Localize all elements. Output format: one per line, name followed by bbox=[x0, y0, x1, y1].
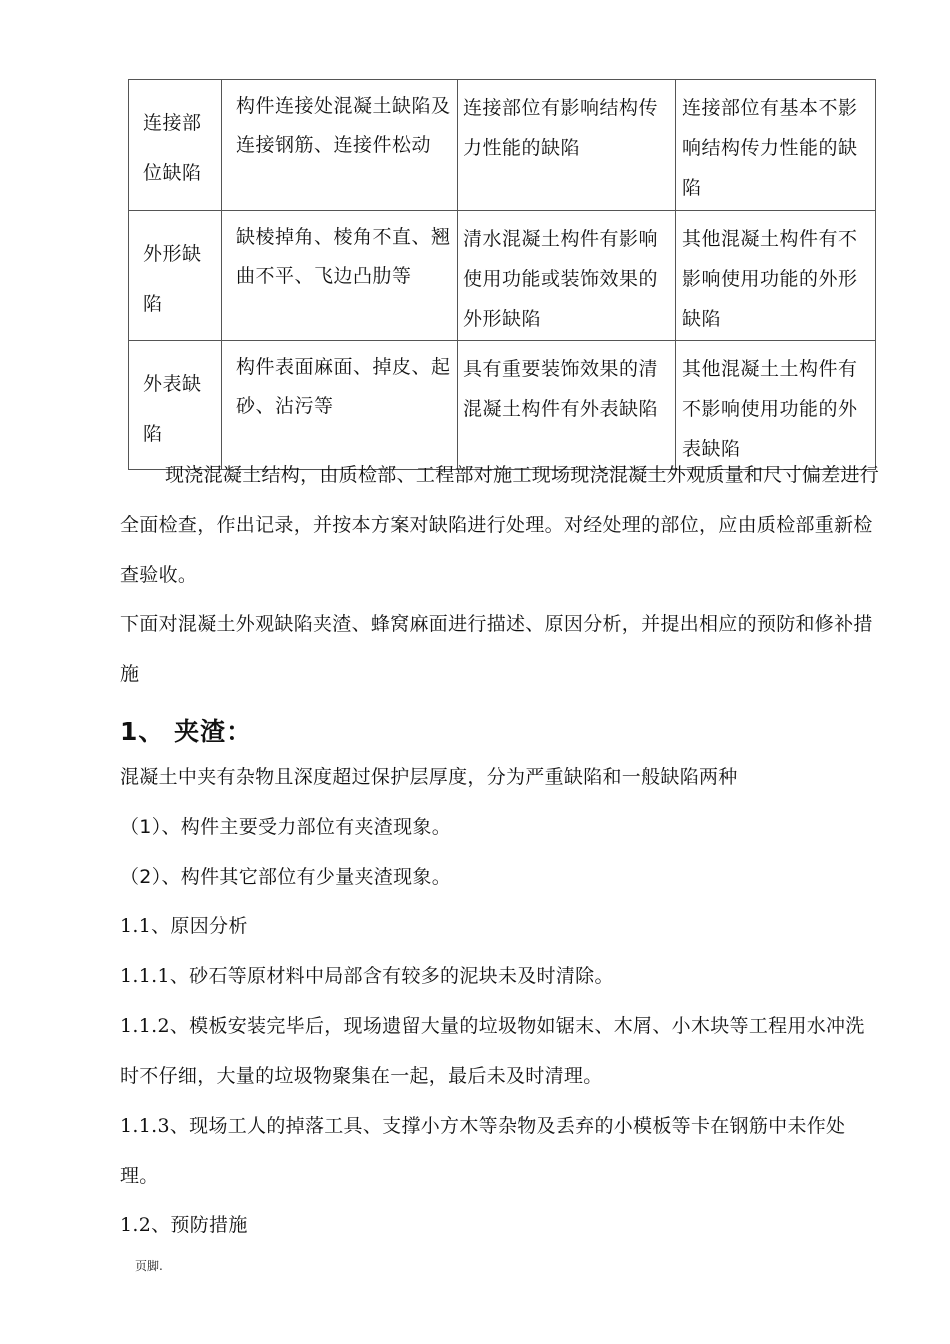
defect-name-cell: 外表缺陷 bbox=[129, 341, 222, 470]
defect-table bbox=[128, 79, 876, 470]
subsection-cause-1: 1.1.1、砂石等原材料中局部含有较多的泥块未及时清除。 bbox=[120, 965, 614, 987]
serious-defect-cell: 清水混凝土构件有影响使用功能或装饰效果的外形缺陷 bbox=[458, 211, 676, 341]
defect-description-cell: 构件表面麻面、掉皮、起砂、沾污等 bbox=[222, 341, 458, 470]
serious-defect-cell: 连接部位有影响结构传力性能的缺陷 bbox=[458, 80, 676, 211]
table-row bbox=[129, 80, 876, 211]
list-item-general: （2）、构件其它部位有少量夹渣现象。 bbox=[120, 866, 451, 888]
subsection-cause-2: 1.1.2、模板安装完毕后，现场遗留大量的垃圾物如锯末、木屑、小木块等工程用水冲洗时不仔细，大量的垃圾物聚集在一起，最后未及时清理。 bbox=[120, 1015, 865, 1087]
paragraph-inspection: 现浇混凝土结构，由质检部、工程部对施工现场现浇混凝土外观质量和尺寸偏差进行全面检查，作出记录，并按本方案对缺陷进行处理。对经处理的部位，应由质检部重新检查验收。 bbox=[120, 464, 880, 586]
defect-name-cell: 外形缺陷 bbox=[129, 211, 222, 341]
defect-description-cell: 构件连接处混凝土缺陷及连接钢筋、连接件松动 bbox=[222, 80, 458, 211]
list-item-serious: （1）、构件主要受力部位有夹渣现象。 bbox=[120, 816, 451, 838]
defect-name-cell: 连接部位缺陷 bbox=[129, 80, 222, 211]
section-heading-slag: 1、 夹渣： bbox=[120, 717, 253, 746]
subsection-prevention: 1.2、预防措施 bbox=[120, 1214, 248, 1236]
paragraph-intro: 下面对混凝土外观缺陷夹渣、蜂窝麻面进行描述、原因分析，并提出相应的预防和修补措施 bbox=[120, 613, 873, 685]
subsection-cause-3: 1.1.3、现场工人的掉落工具、支撑小方木等杂物及丢弃的小模板等卡在钢筋中未作处理。 bbox=[120, 1115, 846, 1187]
general-defect-cell: 其他混凝土构件有不影响使用功能的外形缺陷 bbox=[676, 211, 876, 341]
serious-defect-cell: 具有重要装饰效果的清混凝土构件有外表缺陷 bbox=[458, 341, 676, 470]
subsection-cause-analysis: 1.1、原因分析 bbox=[120, 915, 248, 937]
general-defect-cell: 连接部位有基本不影响结构传力性能的缺陷 bbox=[676, 80, 876, 211]
general-defect-cell: 其他混凝土土构件有不影响使用功能的外表缺陷 bbox=[676, 341, 876, 470]
table-row bbox=[129, 211, 876, 341]
page-footer: 页脚. bbox=[135, 1259, 163, 1273]
defect-description-cell: 缺棱掉角、棱角不直、翘曲不平、飞边凸肋等 bbox=[222, 211, 458, 341]
paragraph-slag-definition: 混凝土中夹有杂物且深度超过保护层厚度，分为严重缺陷和一般缺陷两种 bbox=[120, 766, 738, 788]
